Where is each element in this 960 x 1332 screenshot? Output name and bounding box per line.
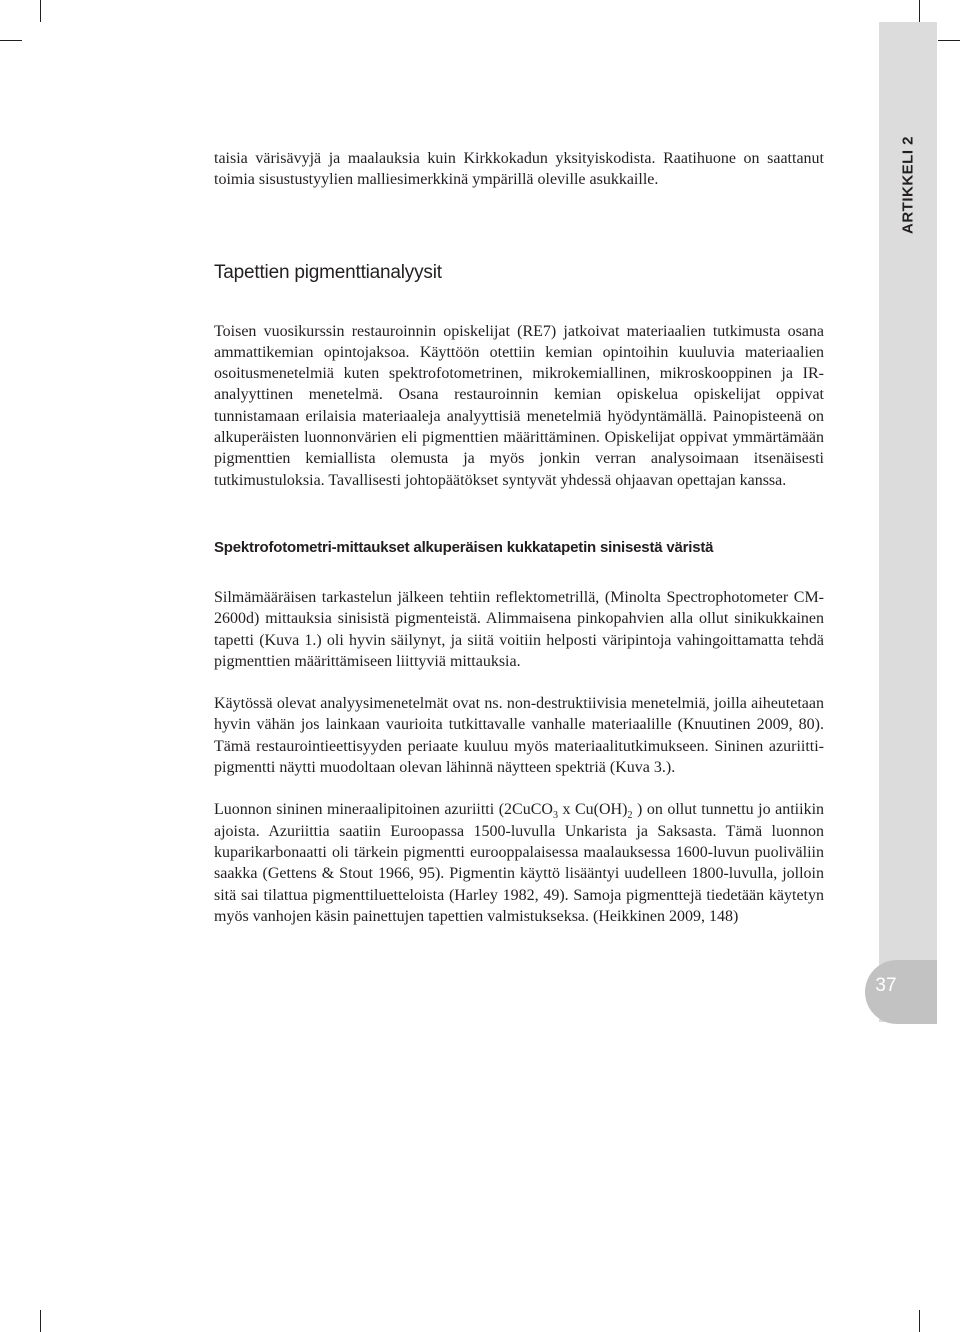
paragraph-non-destructive: Käytössä olevat analyysimenetelmät ovat ns. non-destruktiivisia menetelmiä, joilla aiheutetaan hyvin vähän jos lainkaan vaurioita tutkittavalle vanhalle materiaalille (Knuutinen 2009, 80). Tämä restaurointieettisyyden periaate kuuluu myös materiaalitutkimukseen. Sininen azuriitti-pigmentti näytti muodoltaan olevan lähinnä näytteen spektriä (Kuva 3.).: [214, 695, 824, 777]
intro-paragraph: taisia värisävyjä ja maalauksia kuin Kirkkokadun yksityiskodista. Raatihuone on saattanut toimia sisustustyylien malliesimerkkinä ympärillä oleville asukkaille.: [214, 150, 824, 189]
paragraph-azurite: [214, 799, 824, 927]
azurite-subscript-3: 3: [552, 810, 558, 822]
article-body: [214, 148, 824, 927]
crop-mark-top-left-vertical: [40, 0, 41, 22]
azurite-text-part1: Luonnon sininen mineraalipitoinen azuriitti (2CuCO: [214, 801, 553, 819]
page-number: 37: [875, 975, 897, 996]
section-heading-pigment-analyses: Tapettien pigmenttianalyysit: [214, 261, 442, 283]
section-heading-spectrophotometer: Spektrofotometri-mittaukset alkuperäisen kukkatapetin sinisestä väristä: [214, 538, 714, 556]
paragraph-reflectometer: Silmämääräisen tarkastelun jälkeen tehtiin reflektometrillä, (Minolta Spectrophotometer CM-2600d) mittauksia sinisistä pigmenteistä. Alimmaisena pinkopahvien alla ollut sinikukkainen tapetti (Kuva 1.) oli hyvin säilynyt, ja siitä voitiin helposti väripintoja vahingoittamatta tehdä pigmenttien määrittämiseen liittyviä mittauksia.: [214, 588, 824, 670]
side-tab-label: ARTIKKELI 2: [899, 135, 917, 235]
azurite-subscript-2: 2: [627, 810, 633, 822]
azurite-text-part3: ) on ollut tunnettu jo antiikin ajoista. Azuriittia saatiin Euroopassa 1500-luvulla Unkarista ja Saksasta. Tämä luonnon kuparikarbonaatti oli tärkein pigmentti eurooppalaisessa maalauksessa 1600-luvun puoliväliin saakka (Gettens & Stout 1966, 95). Pigmentin käyttö lisääntyi uudelleen 1800-luvulla, jolloin sitä sai tilattua pigmenttiluetteloista (Harley 1982, 49). Samoja pigmenttejä tiedetään käytetyn myös vanhojen käsin painettujen tapettien valmistukseksa. (Heikkinen 2009, 148): [214, 801, 825, 925]
crop-mark-top-right-horizontal: [938, 40, 960, 41]
azurite-text-part2: x Cu(OH): [557, 801, 628, 819]
crop-mark-bottom-left-vertical: [40, 1310, 41, 1332]
crop-mark-bottom-right-vertical: [919, 1310, 920, 1332]
crop-mark-top-left-horizontal: [0, 40, 22, 41]
section-paragraph-pigment-analyses: Toisen vuosikurssin restauroinnin opiskelijat (RE7) jatkoivat materiaalien tutkimusta osana ammattikemian opintojaksoa. Käyttöön otettiin kemian opintoihin kuuluvia materiaalien osoitusmenetelmiä kuten spektrofotometrinen, mikrokemiallinen, mikroskooppinen ja IR-analyyttinen menetelmä. Osana restauroinnin kemian opiskelua opiskelijat oppivat tunnistamaan erilaisia materiaaleja analyyttisiä menetelmiä hyödyntämällä. Painopisteenä on alkuperäisten luonnonvärien eli pigmenttien määrittäminen. Opiskelijat oppivat ymmärtämään pigmenttien kemiallista olemusta ja myös jonkin verran analysoimaan itsenäisesti tutkimustuloksia. Tavallisesti johtopäätökset syntyvät yhdessä ohjaavan opettajan kanssa.: [214, 322, 824, 489]
crop-mark-top-right-vertical: [919, 0, 920, 22]
